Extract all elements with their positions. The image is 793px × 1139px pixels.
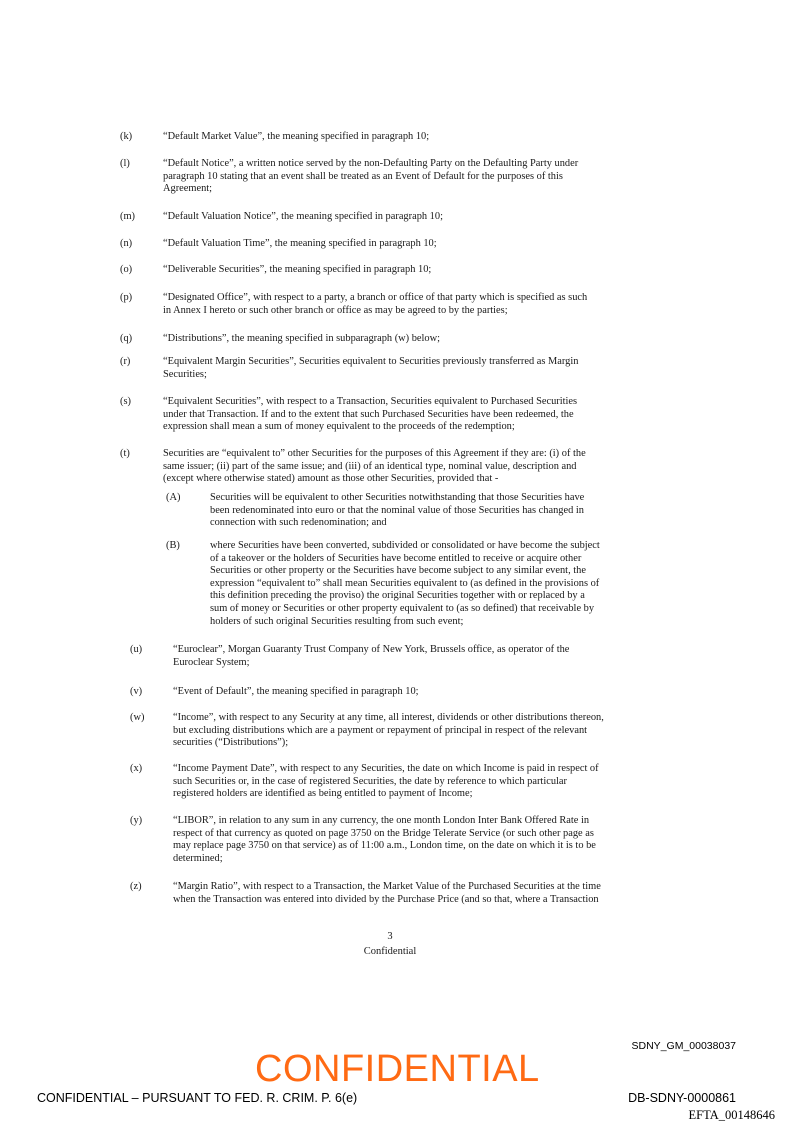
definition-line: Agreement; xyxy=(163,183,213,195)
definition-label: (p) xyxy=(120,292,133,303)
definition-label: (n) xyxy=(120,238,133,249)
definition-line: “Event of Default”, the meaning specified in paragraph 10; xyxy=(173,686,419,697)
definition-line: “Default Valuation Notice”, the meaning specified in paragraph 10; xyxy=(163,211,443,222)
definition-label: (u) xyxy=(130,644,143,655)
definition-line: may replace page 3750 on that service) as of 11:00 a.m., London time, on the date on which it is to be xyxy=(173,840,596,852)
footer-confidential-label: Confidential xyxy=(363,946,417,957)
definition-line: “Equivalent Margin Securities”, Securities equivalent to Securities previously transferred as Margin xyxy=(163,356,579,367)
subitem-label: (A) xyxy=(166,492,181,503)
confidential-stamp: CONFIDENTIAL xyxy=(255,1048,540,1090)
definition-line: determined; xyxy=(173,852,223,864)
definition-line: “Default Valuation Time”, the meaning specified in paragraph 10; xyxy=(163,238,437,249)
page-number: 3 xyxy=(387,931,393,942)
definition-line: Securities are “equivalent to” other Securities for the purposes of this Agreement if they are: (i) of the xyxy=(163,448,586,459)
definition-line: same issuer; (ii) part of the same issue; and (iii) of an identical type, nominal value, description and xyxy=(163,460,577,472)
definition-line: “Euroclear”, Morgan Guaranty Trust Company of New York, Brussels office, as operator of the xyxy=(173,644,570,655)
definition-label: (s) xyxy=(120,396,131,407)
subitem-line: Securities or other property or the Securities have become subject to any similar event, the xyxy=(210,565,586,577)
subitem-line: this definition preceding the proviso) the original Securities together with or replaced by a xyxy=(210,590,585,602)
definition-line: Euroclear System; xyxy=(173,656,250,668)
definition-line: “Income Payment Date”, with respect to any Securities, the date on which Income is paid in respect of xyxy=(173,763,599,774)
subitem-line: been redenominated into euro or that the nominal value of those Securities has changed in xyxy=(210,504,584,516)
subitem-line: holders of such original Securities resulting from such event; xyxy=(210,615,464,627)
definition-line: paragraph 10 stating that an event shall be treated as an Event of Default for the purposes of this xyxy=(163,170,563,182)
definition-line: such Securities or, in the case of registered Securities, the date by reference to which particular xyxy=(173,775,567,787)
definition-label: (z) xyxy=(130,881,142,892)
definition-line: “Deliverable Securities”, the meaning specified in paragraph 10; xyxy=(163,264,432,275)
definition-line: expression shall mean a sum of money equivalent to the proceeds of the redemption; xyxy=(163,421,515,433)
definition-line: “Margin Ratio”, with respect to a Transaction, the Market Value of the Purchased Securities at the time xyxy=(173,881,601,892)
efta-number: EFTA_00148646 xyxy=(688,1108,775,1122)
definition-line: registered holders are identified as being entitled to payment of Income; xyxy=(173,788,473,800)
definition-line: Securities; xyxy=(163,368,207,380)
definition-line: “Income”, with respect to any Security at any time, all interest, dividends or other distributions thereon, xyxy=(173,712,604,723)
definition-label: (t) xyxy=(120,448,130,459)
definition-line: “Default Notice”, a written notice served by the non-Defaulting Party on the Defaulting Party under xyxy=(163,158,579,169)
subitem-line: where Securities have been converted, subdivided or consolidated or have become the subject xyxy=(210,540,600,551)
subitem-line: expression “equivalent to” shall mean Securities equivalent to (as defined in the provisions of xyxy=(210,577,600,589)
definition-label: (y) xyxy=(130,815,143,826)
subitem-label: (B) xyxy=(166,540,180,551)
subitem-line: of a takeover or the holders of Securities have become entitled to receive or acquire other xyxy=(210,552,582,564)
definition-line: “LIBOR”, in relation to any sum in any currency, the one month London Inter Bank Offered Rate in xyxy=(173,815,590,826)
confidentiality-legend: CONFIDENTIAL – PURSUANT TO FED. R. CRIM. P. 6(e) xyxy=(37,1091,358,1105)
definition-label: (l) xyxy=(120,158,130,169)
definition-line: “Default Market Value”, the meaning specified in paragraph 10; xyxy=(163,131,430,142)
definition-label: (x) xyxy=(130,763,143,774)
subitem-line: connection with such redenomination; and xyxy=(210,517,387,529)
definition-line: “Designated Office”, with respect to a party, a branch or office of that party which is specified as such xyxy=(163,292,588,303)
definition-label: (w) xyxy=(130,712,145,723)
definition-line: respect of that currency as quoted on page 3750 on the Bridge Telerate Service (or such other page as xyxy=(173,827,594,839)
definition-line: under that Transaction. If and to the extent that such Purchased Securities have been redeemed, the xyxy=(163,408,574,420)
definition-line: but excluding distributions which are a payment or repayment of principal in respect of the relevant xyxy=(173,724,588,736)
definition-line: “Equivalent Securities”, with respect to a Transaction, Securities equivalent to Purchased Securities xyxy=(163,396,578,407)
definition-line: securities (“Distributions”); xyxy=(173,737,289,749)
definition-label: (m) xyxy=(120,211,136,222)
bates-number-top: SDNY_GM_00038037 xyxy=(631,1040,736,1052)
definition-label: (k) xyxy=(120,131,133,142)
definition-label: (q) xyxy=(120,333,133,344)
subitem-line: sum of money or Securities or other property equivalent to (as so defined) that receivable by xyxy=(210,602,595,614)
definition-line: (except where otherwise stated) amount as those other Securities, provided that - xyxy=(163,473,499,485)
definition-line: in Annex I hereto or such other branch or office as may be agreed to by the parties; xyxy=(163,304,508,316)
definition-line: “Distributions”, the meaning specified in subparagraph (w) below; xyxy=(163,333,441,344)
definition-label: (o) xyxy=(120,264,133,275)
bates-number-bottom: DB-SDNY-0000861 xyxy=(628,1091,736,1105)
definition-line: when the Transaction was entered into divided by the Purchase Price (and so that, where a Transaction xyxy=(173,893,599,905)
definition-label: (r) xyxy=(120,356,131,367)
definition-label: (v) xyxy=(130,686,143,697)
subitem-line: Securities will be equivalent to other Securities notwithstanding that those Securities have xyxy=(210,492,585,503)
